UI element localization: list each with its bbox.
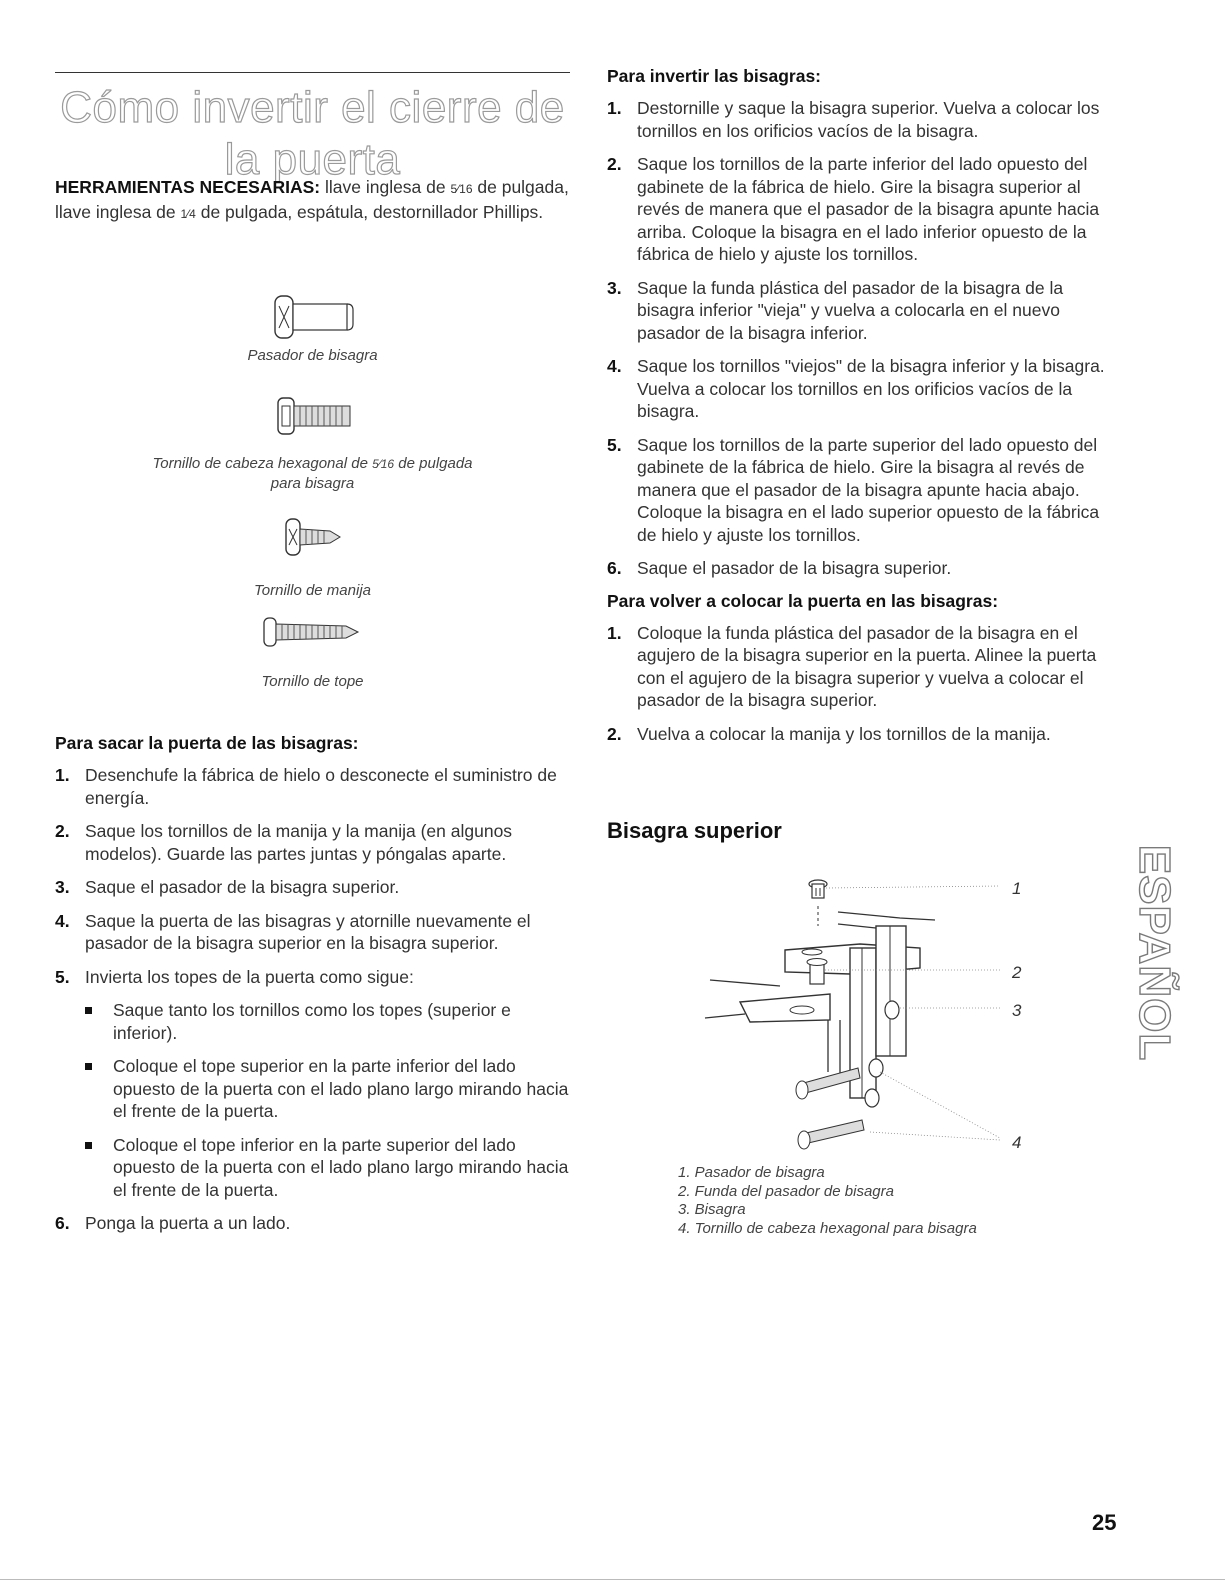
caption-handle-screw: Tornillo de manija (253, 582, 371, 599)
title-rule (55, 72, 570, 73)
bullet-square-icon (85, 1063, 92, 1070)
list-item (55, 910, 575, 955)
list-item (607, 355, 1122, 423)
page-title: Cómo invertir el cierre de la puerta (60, 83, 565, 184)
legend-item: 4. Tornillo de cabeza hexagonal para bisagra (678, 1219, 977, 1237)
legend-item: 1. Pasador de bisagra (678, 1164, 825, 1181)
reverse-steps (607, 97, 1122, 580)
caption-hex-screw-b: de pulgada (394, 455, 473, 472)
step-number: 5. (607, 434, 622, 455)
step-text: Invierta los topes de la puerta como sigue: (85, 966, 414, 987)
reverse-hinges-heading: Para invertir las bisagras: (607, 66, 821, 86)
list-item (55, 966, 575, 989)
step-number: 4. (55, 910, 70, 931)
step-number: 2. (607, 154, 622, 174)
top-hinge-diagram (690, 862, 1040, 1157)
step-text: Desenchufe la fábrica de hielo o desconecte el suministro de energía. (85, 765, 557, 808)
step-text: Saque los tornillos de la parte inferior del lado opuesto del gabinete de la fábrica de hielo. Gire la bisagra superior al revés de manera que el pasador de la bisagra apunte hacia arriba. Coloque la bisagra en el lado inferior opuesto de la fábrica de hielo y ajuste los tornillos. (637, 154, 1100, 264)
step-text: Saque el pasador de la bisagra superior. (85, 877, 400, 897)
pin-sleeve-icon (807, 959, 827, 985)
step-text: Destornille y saque la bisagra superior. Vuelva a colocar los tornillos en los orificios vacíos de la bisagra. (637, 98, 1100, 141)
caption-hex-screw-c: para bisagra (270, 475, 355, 492)
remove-steps (55, 764, 575, 988)
figure-hex-screw (55, 394, 570, 493)
step-text: Vuelva a colocar la manija y los tornillos de la manija. (637, 723, 1051, 744)
fraction-b: 1⁄4 (180, 207, 196, 221)
callout-2: 2 (1012, 963, 1022, 982)
stop-screw-icon (258, 614, 368, 650)
bullet-text: Saque tanto los tornillos como los topes (superior e inferior). (113, 1000, 511, 1043)
remove-door-heading: Para sacar la puerta de las bisagras: (55, 733, 359, 753)
remove-final-step (55, 1212, 575, 1235)
language-side-tab (1130, 835, 1178, 1070)
caption-stop-screw: Tornillo de tope (261, 673, 364, 690)
fraction-a: 5⁄16 (450, 182, 473, 196)
list-item (607, 622, 1122, 712)
handle-screw-icon (268, 515, 358, 559)
step-text: Coloque la funda plástica del pasador de la bisagra en el agujero de la bisagra superior en la puerta. Alinee la puerta con el agujero de la bisagra superior y vuelva a colocar el pasador de la bisagra superior. (637, 622, 1097, 710)
step-text: Ponga la puerta a un lado. (85, 1213, 291, 1233)
remove-door-section (55, 733, 575, 1246)
step-number: 3. (55, 877, 70, 897)
callout-4: 4 (1012, 1133, 1022, 1152)
list-item (55, 876, 575, 899)
list-item (607, 97, 1122, 142)
step-number: 1. (55, 765, 70, 785)
step-number: 2. (607, 723, 622, 744)
list-item (55, 1212, 575, 1235)
tools-paragraph (55, 176, 575, 226)
figure-stop-screw (55, 614, 570, 691)
step-number: 1. (607, 622, 622, 643)
step-number: 6. (607, 558, 622, 578)
legend-item: 3. Bisagra (678, 1201, 746, 1218)
bullet-text: Coloque el tope inferior en la parte superior del lado opuesto de la puerta con el lado plano largo mirando hacia el frente de la puerta. (113, 1134, 569, 1200)
hinge-pin-icon (809, 880, 827, 926)
bullet-item (55, 1134, 575, 1202)
reverse-hinges-section (607, 66, 1122, 756)
list-item (607, 557, 1122, 580)
hinge-plate-icon (705, 926, 920, 1107)
page-number: 25 (1092, 1510, 1117, 1535)
bullet-item (55, 999, 575, 1044)
tools-text-a: llave inglesa de (324, 177, 451, 197)
step-text: Saque el pasador de la bisagra superior. (637, 558, 952, 578)
step-text: Saque los tornillos de la parte superior del lado opuesto del gabinete de la fábrica de hielo. Gire la bisagra al revés de manera que el pasador de la bisagra apunte hacia abajo. Coloque la bisagra en el lado superior opuesto de la fábrica de hielo y ajuste los tornillos. (637, 434, 1100, 545)
tools-text-c: de pulgada, espátula, destornillador Phillips. (195, 202, 544, 222)
step-number: 2. (55, 821, 70, 841)
list-item (607, 277, 1122, 345)
step-number: 3. (607, 277, 622, 298)
step-text: Saque la puerta de las bisagras y atornille nuevamente el pasador de la bisagra superior en la bisagra superior. (85, 910, 531, 953)
top-hinge-heading: Bisagra superior (607, 818, 782, 843)
hex-screw-icon (796, 1068, 864, 1149)
step-number: 5. (55, 966, 70, 987)
caption-hex-screw (55, 454, 570, 493)
caption-hex-screw-frac: 5⁄16 (372, 457, 395, 471)
step-number: 6. (55, 1213, 70, 1233)
figure-hinge-pin (55, 290, 570, 365)
step-text: Saque los tornillos de la manija y la manija (en algunos modelos). Guarde las partes juntas y póngalas aparte. (85, 821, 513, 864)
caption-hex-screw-a: Tornillo de cabeza hexagonal de (152, 455, 373, 472)
diagram-legend (678, 1164, 977, 1238)
callout-1: 1 (1012, 879, 1022, 898)
figure-handle-screw (55, 515, 570, 600)
list-item (607, 434, 1122, 547)
step-text: Saque los tornillos "viejos" de la bisagra inferior y la bisagra. Vuelva a colocar los tornillos en los orificios vacíos de la bisagra. (637, 356, 1105, 421)
hex-screw-icon (258, 394, 368, 440)
callout-3: 3 (1012, 1001, 1022, 1020)
list-item (55, 764, 575, 809)
bottom-rule (0, 1579, 1225, 1580)
tools-text-b: de pulgada, llave inglesa de (55, 177, 569, 222)
step-number: 4. (607, 356, 622, 376)
rehang-steps (607, 622, 1122, 746)
bullet-text: Coloque el tope superior en la parte inferior del lado opuesto de la puerta con el lado plano largo mirando hacia el frente de la puerta. (113, 1056, 569, 1121)
hinge-pin-icon (253, 290, 373, 346)
list-item (607, 153, 1122, 266)
bullet-item (55, 1055, 575, 1123)
step-text: Saque la funda plástica del pasador de la bisagra de la bisagra inferior "vieja" y vuelva a colocarla en el nuevo pasador de la bisagra inferior. (637, 277, 1064, 343)
bullet-square-icon (85, 1142, 92, 1149)
rehang-door-heading: Para volver a colocar la puerta en las bisagras: (607, 590, 999, 611)
tools-label: HERRAMIENTAS NECESARIAS: (55, 177, 321, 197)
list-item (607, 723, 1122, 746)
caption-hinge-pin: Pasador de bisagra (247, 347, 378, 364)
language-label: ESPAÑOL (1130, 844, 1179, 1061)
list-item (55, 820, 575, 865)
stop-bullets (55, 999, 575, 1201)
step-number: 1. (607, 98, 622, 118)
legend-item: 2. Funda del pasador de bisagra (678, 1182, 894, 1200)
bullet-square-icon (85, 1007, 92, 1014)
